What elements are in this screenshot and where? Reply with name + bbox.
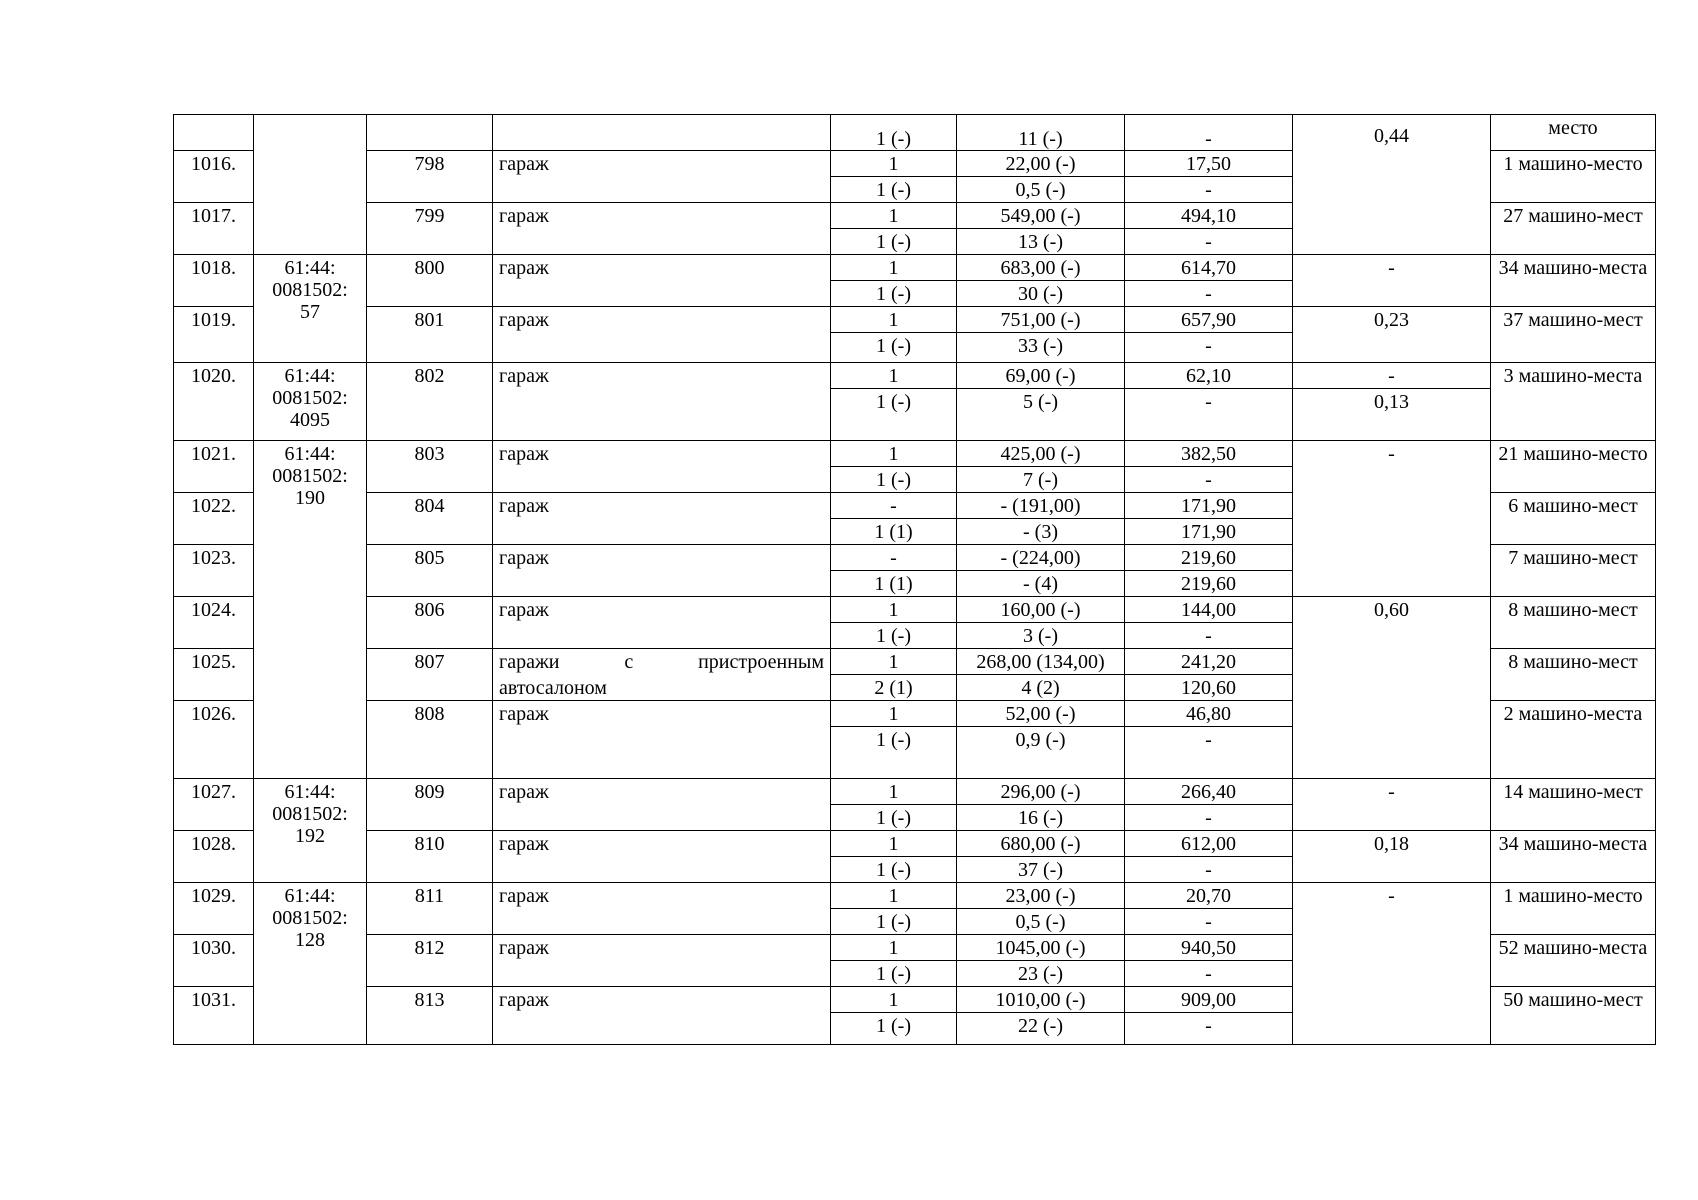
col6-cell: 11 (-) — [957, 115, 1125, 151]
col5-cell: 1 (-) — [831, 857, 957, 883]
row-number-cell: 1029. — [174, 883, 254, 935]
data-table — [173, 114, 1656, 1045]
col5-cell: 1 — [831, 649, 957, 675]
col5-cell: 1 (1) — [831, 519, 957, 545]
col5-cell: 1 — [831, 307, 957, 333]
col6-cell: 296,00 (-) — [957, 779, 1125, 805]
col7-cell: - — [1125, 389, 1293, 441]
object-number-cell: 809 — [367, 779, 493, 831]
col9-cell: 1 машино-место — [1491, 883, 1656, 935]
col6-cell: 30 (-) — [957, 281, 1125, 307]
object-number-cell: 798 — [367, 151, 493, 203]
object-name-cell: гараж — [493, 831, 831, 883]
object-number-cell: 812 — [367, 935, 493, 987]
row-number-cell: 1027. — [174, 779, 254, 831]
col5-cell: 1 — [831, 255, 957, 281]
col5-cell: - — [831, 493, 957, 519]
object-name-cell: гараж — [493, 441, 831, 493]
col7-cell: 219,60 — [1125, 571, 1293, 597]
col6-cell: 549,00 (-) — [957, 203, 1125, 229]
col9-cell: 34 машино-места — [1491, 831, 1656, 883]
col9-cell: 6 машино-мест — [1491, 493, 1656, 545]
object-number-cell: 810 — [367, 831, 493, 883]
object-number-cell: 808 — [367, 701, 493, 779]
col9-cell: 21 машино-место — [1491, 441, 1656, 493]
table-row — [174, 363, 1656, 389]
object-number-cell: 799 — [367, 203, 493, 255]
col5-cell: 1 (-) — [831, 727, 957, 779]
object-number-cell: 803 — [367, 441, 493, 493]
col6-cell: 13 (-) — [957, 229, 1125, 255]
col7-cell: 614,70 — [1125, 255, 1293, 281]
col7-cell: 144,00 — [1125, 597, 1293, 623]
col6-cell: - (191,00) — [957, 493, 1125, 519]
col5-cell: 1 (-) — [831, 115, 957, 151]
col6-cell: 33 (-) — [957, 333, 1125, 363]
col5-cell: 1 (-) — [831, 333, 957, 363]
col5-cell: 1 (-) — [831, 623, 957, 649]
col7-cell: 382,50 — [1125, 441, 1293, 467]
col9-cell: 14 машино-мест — [1491, 779, 1656, 831]
col6-cell: 5 (-) — [957, 389, 1125, 441]
object-name-cell: гараж — [493, 987, 831, 1045]
col7-cell: - — [1125, 909, 1293, 935]
col5-cell: 1 — [831, 151, 957, 177]
col6-cell: 22,00 (-) — [957, 151, 1125, 177]
col7-cell: 909,00 — [1125, 987, 1293, 1013]
col7-cell: 940,50 — [1125, 935, 1293, 961]
col9-cell: место — [1491, 115, 1656, 151]
col7-cell: - — [1125, 805, 1293, 831]
col5-cell: 1 — [831, 597, 957, 623]
col5-cell: - — [831, 545, 957, 571]
col7-cell: 46,80 — [1125, 701, 1293, 727]
table-row — [174, 441, 1656, 467]
object-name-cell: гараж — [493, 935, 831, 987]
row-number-cell: 1020. — [174, 363, 254, 441]
col7-cell: 266,40 — [1125, 779, 1293, 805]
row-number-cell: 1023. — [174, 545, 254, 597]
col6-cell: 680,00 (-) — [957, 831, 1125, 857]
col6-cell: 0,5 (-) — [957, 177, 1125, 203]
col5-cell: 1 (1) — [831, 571, 957, 597]
object-name-cell — [493, 115, 831, 151]
object-name-cell: гараж — [493, 307, 831, 363]
row-number-cell: 1028. — [174, 831, 254, 883]
object-number-cell: 804 — [367, 493, 493, 545]
col6-cell: 425,00 (-) — [957, 441, 1125, 467]
object-number-cell — [367, 115, 493, 151]
table-row — [174, 597, 1656, 623]
object-number-cell: 806 — [367, 597, 493, 649]
col7-cell: 494,10 — [1125, 203, 1293, 229]
col5-cell: 1 (-) — [831, 389, 957, 441]
col7-cell: 17,50 — [1125, 151, 1293, 177]
col5-cell: 1 — [831, 831, 957, 857]
col6-cell: - (224,00) — [957, 545, 1125, 571]
object-name-cell: гараж — [493, 255, 831, 307]
object-name-cell: автосалоном — [493, 675, 831, 701]
col7-cell: - — [1125, 333, 1293, 363]
col9-cell: 8 машино-мест — [1491, 597, 1656, 649]
object-name-cell: гараж — [493, 545, 831, 597]
col6-cell: 751,00 (-) — [957, 307, 1125, 333]
object-name-cell: гараж — [493, 883, 831, 935]
col8-cell: 0,23 — [1293, 307, 1491, 363]
col7-cell: - — [1125, 229, 1293, 255]
object-number-cell: 813 — [367, 987, 493, 1045]
row-number-cell: 1022. — [174, 493, 254, 545]
row-number-cell: 1030. — [174, 935, 254, 987]
object-number-cell: 805 — [367, 545, 493, 597]
cadastral-cell: 61:44: 0081502: 128 — [254, 883, 367, 1045]
col8-cell: - — [1293, 883, 1491, 1045]
col6-cell: 1045,00 (-) — [957, 935, 1125, 961]
col7-cell: 171,90 — [1125, 519, 1293, 545]
row-number-cell: 1025. — [174, 649, 254, 701]
object-number-cell: 801 — [367, 307, 493, 363]
col7-cell: 219,60 — [1125, 545, 1293, 571]
col7-cell: 120,60 — [1125, 675, 1293, 701]
col6-cell: 683,00 (-) — [957, 255, 1125, 281]
col6-cell: 52,00 (-) — [957, 701, 1125, 727]
row-number-cell: 1019. — [174, 307, 254, 363]
col8-cell: - — [1293, 255, 1491, 307]
col7-cell: - — [1125, 1013, 1293, 1045]
object-name-cell: гараж — [493, 363, 831, 441]
col8-cell: 0,13 — [1293, 389, 1491, 441]
object-name-cell: гараж — [493, 779, 831, 831]
col5-cell: 1 — [831, 779, 957, 805]
col7-cell: - — [1125, 623, 1293, 649]
col7-cell: - — [1125, 177, 1293, 203]
col7-cell: - — [1125, 857, 1293, 883]
col5-cell: 1 — [831, 883, 957, 909]
col9-cell: 8 машино-мест — [1491, 649, 1656, 701]
cadastral-cell: 61:44: 0081502: 190 — [254, 441, 367, 779]
object-name-cell: гаражи с пристроенным — [493, 649, 831, 675]
cadastral-cell — [254, 115, 367, 255]
col9-cell: 2 машино-места — [1491, 701, 1656, 779]
col6-cell: 0,9 (-) — [957, 727, 1125, 779]
cadastral-cell: 61:44: 0081502: 57 — [254, 255, 367, 363]
row-number-cell: 1026. — [174, 701, 254, 779]
col7-cell: - — [1125, 961, 1293, 987]
col5-cell: 1 — [831, 363, 957, 389]
object-number-cell: 802 — [367, 363, 493, 441]
col8-cell: 0,18 — [1293, 831, 1491, 883]
col5-cell: 1 (-) — [831, 909, 957, 935]
table-row — [174, 831, 1656, 857]
col7-cell: 241,20 — [1125, 649, 1293, 675]
col5-cell: 1 — [831, 441, 957, 467]
table-row — [174, 255, 1656, 281]
col6-cell: 268,00 (134,00) — [957, 649, 1125, 675]
col9-cell: 1 машино-место — [1491, 151, 1656, 203]
col9-cell: 3 машино-места — [1491, 363, 1656, 441]
col9-cell: 34 машино-места — [1491, 255, 1656, 307]
col7-cell: - — [1125, 467, 1293, 493]
col6-cell: 16 (-) — [957, 805, 1125, 831]
col7-cell: 612,00 — [1125, 831, 1293, 857]
col6-cell: 22 (-) — [957, 1013, 1125, 1045]
col9-cell: 7 машино-мест — [1491, 545, 1656, 597]
col6-cell: 160,00 (-) — [957, 597, 1125, 623]
col6-cell: - (3) — [957, 519, 1125, 545]
col5-cell: 1 — [831, 987, 957, 1013]
col6-cell: 3 (-) — [957, 623, 1125, 649]
col9-cell: 27 машино-мест — [1491, 203, 1656, 255]
col9-cell: 52 машино-места — [1491, 935, 1656, 987]
col6-cell: 0,5 (-) — [957, 909, 1125, 935]
col8-cell: - — [1293, 779, 1491, 831]
col6-cell: 1010,00 (-) — [957, 987, 1125, 1013]
object-name-cell: гараж — [493, 701, 831, 779]
col6-cell: 23 (-) — [957, 961, 1125, 987]
col7-cell: 171,90 — [1125, 493, 1293, 519]
cadastral-cell: 61:44: 0081502: 192 — [254, 779, 367, 883]
row-number-cell: 1024. — [174, 597, 254, 649]
row-number-cell: 1017. — [174, 203, 254, 255]
col5-cell: 1 (-) — [831, 229, 957, 255]
col8-cell: - — [1293, 363, 1491, 389]
col5-cell: 1 — [831, 701, 957, 727]
col5-cell: 1 (-) — [831, 961, 957, 987]
table-row — [174, 883, 1656, 909]
col7-cell: - — [1125, 727, 1293, 779]
col9-cell: 37 машино-мест — [1491, 307, 1656, 363]
row-number-cell: 1016. — [174, 151, 254, 203]
col6-cell: 23,00 (-) — [957, 883, 1125, 909]
col6-cell: - (4) — [957, 571, 1125, 597]
col8-cell: 0,60 — [1293, 597, 1491, 779]
col7-cell: 20,70 — [1125, 883, 1293, 909]
table-row — [174, 307, 1656, 333]
col5-cell: 1 (-) — [831, 1013, 957, 1045]
col6-cell: 7 (-) — [957, 467, 1125, 493]
col6-cell: 37 (-) — [957, 857, 1125, 883]
col5-cell: 1 (-) — [831, 177, 957, 203]
col9-cell: 50 машино-мест — [1491, 987, 1656, 1045]
col7-cell: 62,10 — [1125, 363, 1293, 389]
col8-cell: - — [1293, 441, 1491, 597]
table-row — [174, 115, 1656, 151]
cadastral-cell: 61:44: 0081502: 4095 — [254, 363, 367, 441]
col8-cell: 0,44 — [1293, 115, 1491, 255]
table-row — [174, 779, 1656, 805]
row-number-cell: 1031. — [174, 987, 254, 1045]
col5-cell: 1 — [831, 935, 957, 961]
object-number-cell: 807 — [367, 649, 493, 701]
col5-cell: 1 (-) — [831, 467, 957, 493]
col5-cell: 1 — [831, 203, 957, 229]
object-name-cell: гараж — [493, 493, 831, 545]
row-number-cell: 1021. — [174, 441, 254, 493]
col6-cell: 69,00 (-) — [957, 363, 1125, 389]
object-number-cell: 811 — [367, 883, 493, 935]
object-name-cell: гараж — [493, 203, 831, 255]
col7-cell: - — [1125, 281, 1293, 307]
col7-cell: - — [1125, 115, 1293, 151]
row-number-cell: 1018. — [174, 255, 254, 307]
col5-cell: 1 (-) — [831, 805, 957, 831]
row-number-cell — [174, 115, 254, 151]
col7-cell: 657,90 — [1125, 307, 1293, 333]
col6-cell: 4 (2) — [957, 675, 1125, 701]
col5-cell: 2 (1) — [831, 675, 957, 701]
object-number-cell: 800 — [367, 255, 493, 307]
col5-cell: 1 (-) — [831, 281, 957, 307]
object-name-cell: гараж — [493, 597, 831, 649]
object-name-cell: гараж — [493, 151, 831, 203]
